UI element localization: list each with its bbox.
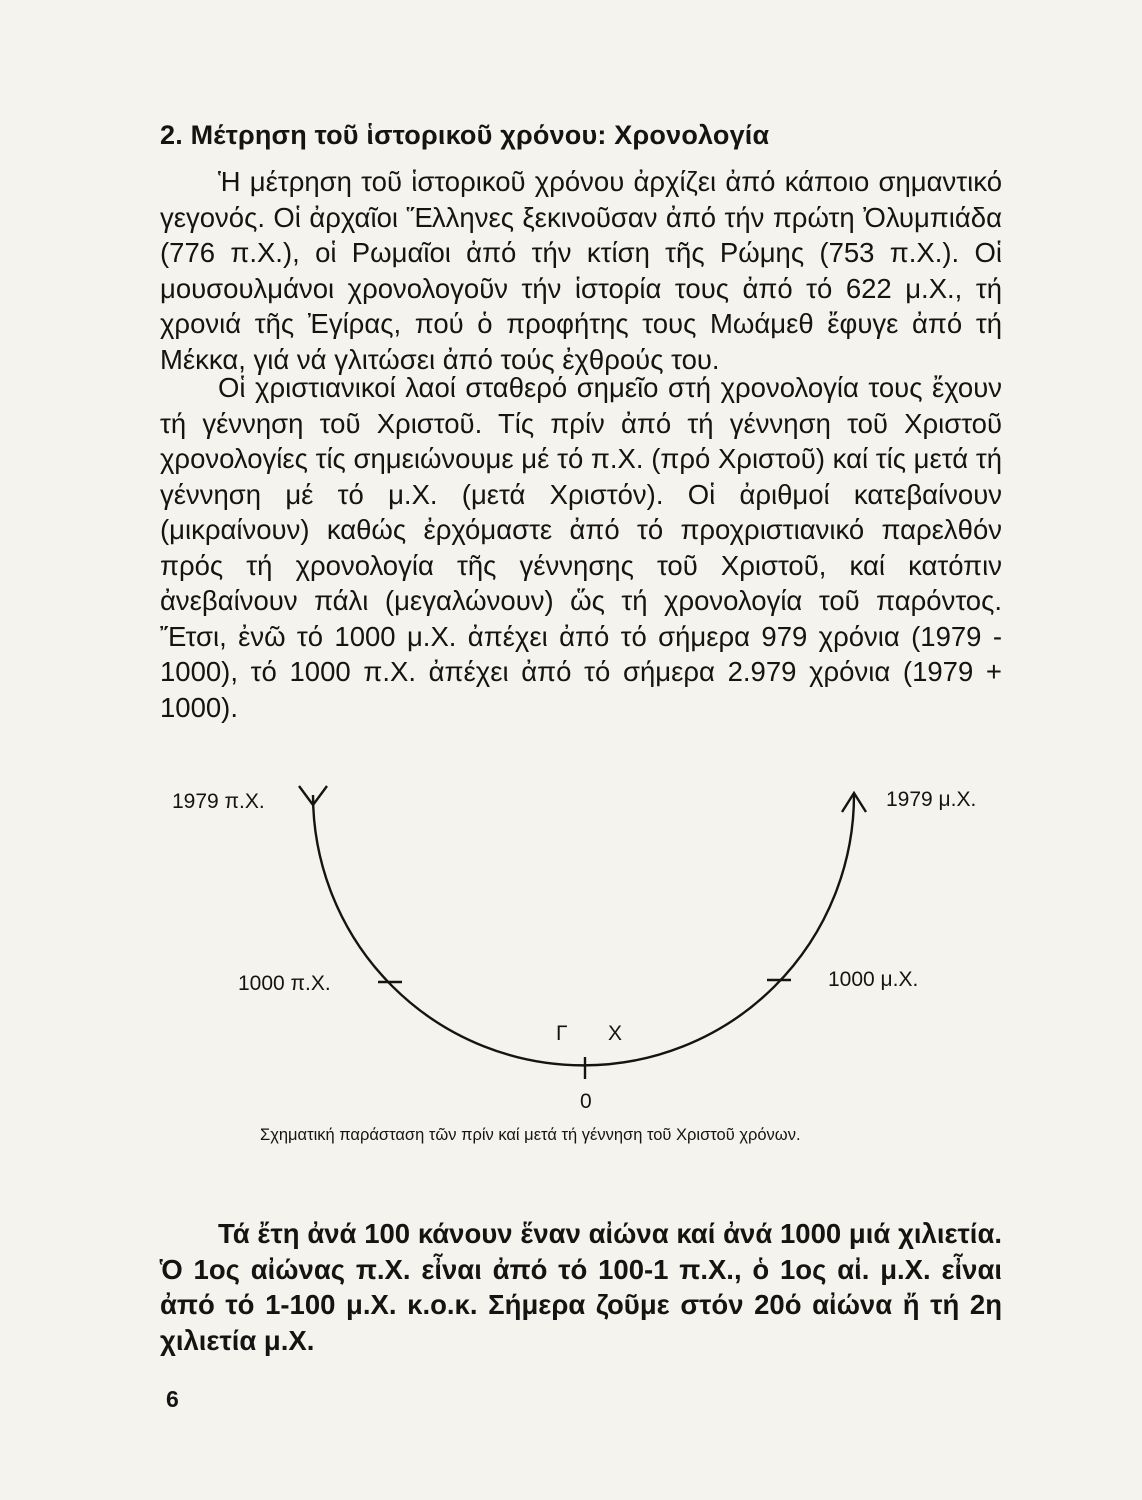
paragraph-3-text: Τά ἔτη ἀνά 100 κάνουν ἕναν αἰώνα καί ἀνά 1000 μιά χιλιετία. Ὁ 1ος αἰώνας π.Χ. εἶναι ἀπό τό 100-1 π.Χ., ὁ 1ος αἰ. μ.Χ. εἶναι ἀπό τό 1-100 μ.Χ. κ.ο.κ. Σήμερα ζοῦμε στόν 20ό αἰώνα ἤ τή 2η χιλιετία μ.Χ. bbox=[160, 1218, 1002, 1356]
label-1000-ad: 1000 μ.Χ. bbox=[828, 968, 919, 991]
label-gamma: Γ bbox=[556, 1022, 568, 1045]
label-1979-bc: 1979 π.Χ. bbox=[172, 790, 265, 813]
label-1979-ad: 1979 μ.Χ. bbox=[886, 788, 977, 811]
paragraph-2-text: Οἱ χριστιανικοί λαοί σταθερό σημεῖο στή χρονολογία τους ἔχουν τή γέννηση τοῦ Χριστοῦ. Τίς πρίν ἀπό τή γέννηση τοῦ Χριστοῦ χρονολογίες τίς σημειώνουμε μέ τό π.Χ. (πρό Χριστοῦ) καί τίς μετά τή γέννηση μέ τό μ.Χ. (μετά Χριστόν). Οἱ ἀριθμοί κατεβαίνουν (μικραίνουν) καθώς ἐρχόμαστε ἀπό τό προχριστιανικό παρελθόν πρός τή χρονολογία τῆς γέννησης τοῦ Χριστοῦ, καί κατόπιν ἀνεβαίνουν πάλι (μεγαλώνουν) ὥς τή χρονολογία τοῦ παρόντος. Ἔτσι, ἐνῶ τό 1000 μ.Χ. ἀπέχει ἀπό τό σήμερα 979 χρόνια (1979 - 1000), τό 1000 π.Χ. ἀπέχει ἀπό τό σήμερα 2.979 χρόνια (1979 + 1000). bbox=[160, 372, 1002, 723]
section-heading: 2. Μέτρηση τοῦ ἱστορικοῦ χρόνου: Χρονολογία bbox=[160, 120, 770, 150]
page-number: 6 bbox=[166, 1386, 179, 1412]
label-1000-bc: 1000 π.Χ. bbox=[238, 972, 331, 995]
figure-caption: Σχηματική παράσταση τῶν πρίν καί μετά τή γέννηση τοῦ Χριστοῦ χρόνων. bbox=[260, 1126, 801, 1144]
paragraph-1-text: Ἡ μέτρηση τοῦ ἱστορικοῦ χρόνου ἀρχίζει ἀπό κάποιο σημαντικό γεγονός. Οἱ ἀρχαῖοι Ἕλληνες ξεκινοῦσαν ἀπό τήν πρώτη Ὀλυμπιάδα (776 π.Χ.), οἱ Ρωμαῖοι ἀπό τήν κτίση τῆς Ρώμης (753 π.Χ.). Οἱ μουσουλμάνοι χρονολογοῦν τήν ἱστορία τους ἀπό τό 622 μ.Χ., τή χρονιά τῆς Ἐγίρας, πού ὁ προφήτης τους Μωάμεθ ἔφυγε ἀπό τή Μέκκα, γιά νά γλιτώσει ἀπό τούς ἐχθρούς του. bbox=[160, 166, 1002, 375]
timeline-arc bbox=[313, 795, 854, 1065]
label-zero: 0 bbox=[580, 1090, 592, 1113]
paragraph-3 bbox=[160, 1216, 1002, 1358]
timeline-figure bbox=[150, 760, 977, 1180]
label-chi: Χ bbox=[608, 1022, 623, 1045]
paragraph-2 bbox=[160, 370, 1002, 723]
paragraph-1 bbox=[160, 164, 1002, 377]
